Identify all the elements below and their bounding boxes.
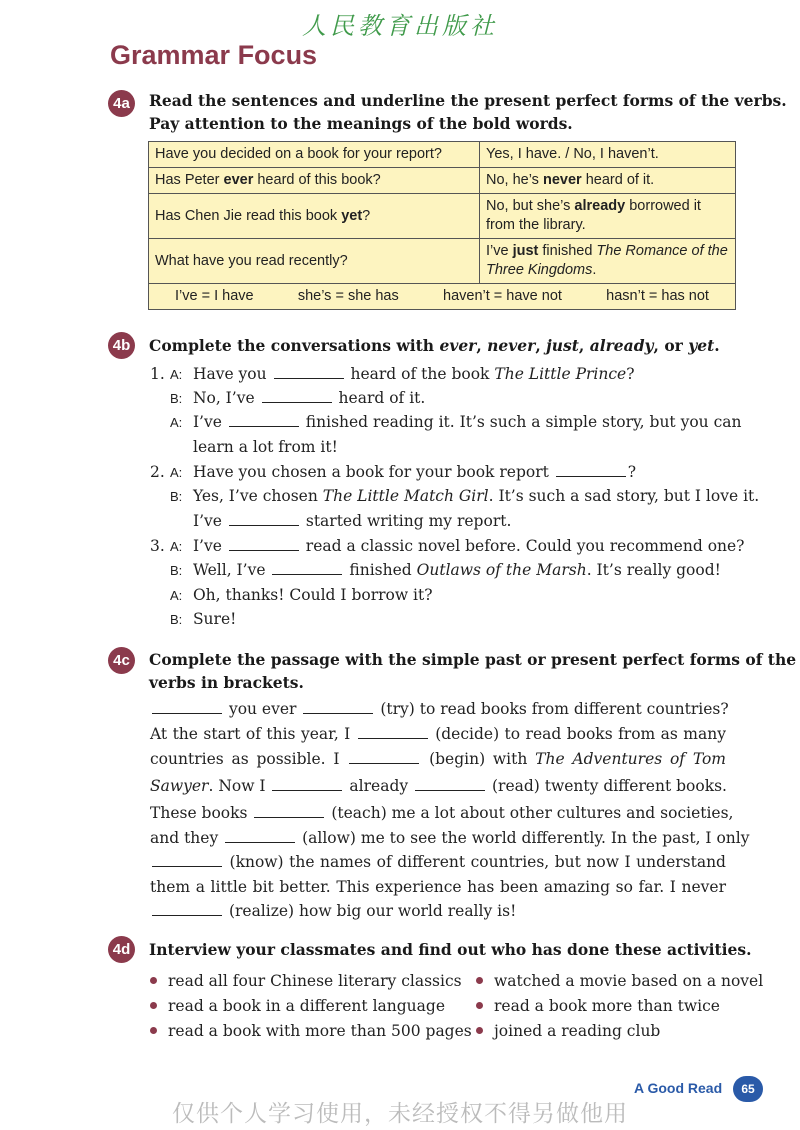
grammar-table <box>148 141 736 310</box>
conversation-line: A: I’ve finished reading it. It’s such a simple story, but you can <box>170 413 742 431</box>
conversation-line: I’ve started writing my report. <box>193 512 512 530</box>
answer-blank[interactable] <box>152 903 222 916</box>
section-badge-4a: 4a <box>108 90 135 117</box>
conversation-line: B: Well, I’ve finished Outlaws of the Marsh. It’s really good! <box>170 561 721 579</box>
table-cell <box>149 284 736 310</box>
passage-line: At the start of this year, I (decide) to read books from as many <box>150 725 726 743</box>
passage-line: countries as possible. I (begin) with The Adventures of Tom <box>150 750 726 768</box>
instruction-4a <box>149 89 787 135</box>
conversation-line: 1. A: Have you heard of the book The Little Prince? <box>150 365 635 383</box>
answer-blank[interactable] <box>262 390 332 403</box>
conversation-line: B: Yes, I’ve chosen The Little Match Girl. It’s such a sad story, but I love it. <box>170 487 760 505</box>
instruction-4c-line1: Complete the passage with the simple past or present perfect forms of the <box>149 650 797 669</box>
answer-blank[interactable] <box>152 854 222 867</box>
watermark-text: 仅供个人学习使用，未经授权不得另做他用 <box>172 1101 628 1127</box>
answer-blank[interactable] <box>358 726 428 739</box>
conversation-line: 3. A: I’ve read a classic novel before. Could you recommend one? <box>150 537 745 555</box>
list-item: watched a movie based on a novel <box>476 972 763 990</box>
table-cell: What have you read recently? <box>149 239 480 284</box>
passage <box>150 700 750 930</box>
instruction-4a-line2: Pay attention to the meanings of the bold words. <box>149 114 573 133</box>
passage-line: and they (allow) me to see the world differently. In the past, I only <box>150 829 750 847</box>
answer-blank[interactable] <box>229 513 299 526</box>
table-row <box>149 168 736 194</box>
instruction-4b: Complete the conversations with ever, never, just, already, or yet. <box>149 336 720 355</box>
bullet-icon <box>150 1027 157 1034</box>
list-item: read a book in a different language <box>150 997 445 1015</box>
answer-blank[interactable] <box>225 830 295 843</box>
list-item: read a book with more than 500 pages <box>150 1022 472 1040</box>
bullet-icon <box>150 1002 157 1009</box>
abbreviation: I’ve = I have <box>175 288 254 304</box>
publisher-logo: 人民教育出版社 <box>302 12 498 40</box>
page-number: 65 <box>733 1076 763 1102</box>
conversation-line: learn a lot from it! <box>193 438 338 456</box>
bullet-icon <box>476 977 483 984</box>
passage-line: them a little bit better. This experience has been amazing so far. I never <box>150 878 726 896</box>
instruction-4d: Interview your classmates and find out who has done these activities. <box>149 940 752 959</box>
answer-blank[interactable] <box>272 562 342 575</box>
answer-blank[interactable] <box>415 778 485 791</box>
conversation-line: A: Oh, thanks! Could I borrow it? <box>170 586 433 604</box>
bullet-icon <box>476 1002 483 1009</box>
list-item: joined a reading club <box>476 1022 660 1040</box>
conversation-line: 2. A: Have you chosen a book for your book report ? <box>150 463 637 481</box>
answer-blank[interactable] <box>274 366 344 379</box>
list-item: read all four Chinese literary classics <box>150 972 462 990</box>
bullet-icon <box>476 1027 483 1034</box>
table-cell: Has Chen Jie read this book yet? <box>149 194 480 239</box>
table-row <box>149 239 736 284</box>
passage-line: These books (teach) me a lot about other cultures and societies, <box>150 804 734 822</box>
passage-line: (know) the names of different countries, but now I understand <box>150 853 726 871</box>
instruction-4a-line1: Read the sentences and underline the present perfect forms of the verbs. <box>149 91 787 110</box>
passage-line: Sawyer. Now I already (read) twenty different books. <box>150 777 727 795</box>
answer-blank[interactable] <box>229 414 299 427</box>
answer-blank[interactable] <box>303 701 373 714</box>
section-badge-4b: 4b <box>108 332 135 359</box>
conversation-line: B: Sure! <box>170 610 237 628</box>
instruction-4c-line2: verbs in brackets. <box>149 673 304 692</box>
bullet-icon <box>150 977 157 984</box>
table-cell: Has Peter ever heard of this book? <box>149 168 480 194</box>
conversation-line: B: No, I’ve heard of it. <box>170 389 426 407</box>
table-cell: No, but she’s already borrowed it from the library. <box>480 194 736 239</box>
answer-blank[interactable] <box>349 751 419 764</box>
section-badge-4c: 4c <box>108 647 135 674</box>
answer-blank[interactable] <box>556 464 626 477</box>
table-row <box>149 194 736 239</box>
section-badge-4d: 4d <box>108 936 135 963</box>
page-title: Grammar Focus <box>110 40 318 70</box>
table-cell: Yes, I have. / No, I haven’t. <box>480 142 736 168</box>
unit-label: A Good Read <box>634 1080 723 1096</box>
passage-line: you ever (try) to read books from different countries? <box>150 700 726 718</box>
abbreviation: haven’t = have not <box>443 288 562 304</box>
list-item: read a book more than twice <box>476 997 720 1015</box>
abbreviation: hasn’t = has not <box>606 288 709 304</box>
answer-blank[interactable] <box>152 701 222 714</box>
abbreviation: she’s = she has <box>297 288 399 304</box>
table-row <box>149 142 736 168</box>
answer-blank[interactable] <box>272 778 342 791</box>
passage-line: (realize) how big our world really is! <box>150 902 726 920</box>
table-cell: Have you decided on a book for your report? <box>149 142 480 168</box>
answer-blank[interactable] <box>254 805 324 818</box>
answer-blank[interactable] <box>229 538 299 551</box>
table-cell: No, he’s never heard of it. <box>480 168 736 194</box>
table-cell: I’ve just finished The Romance of the Three Kingdoms. <box>480 239 736 284</box>
table-row-abbreviations <box>149 284 736 310</box>
instruction-4c <box>149 648 796 694</box>
